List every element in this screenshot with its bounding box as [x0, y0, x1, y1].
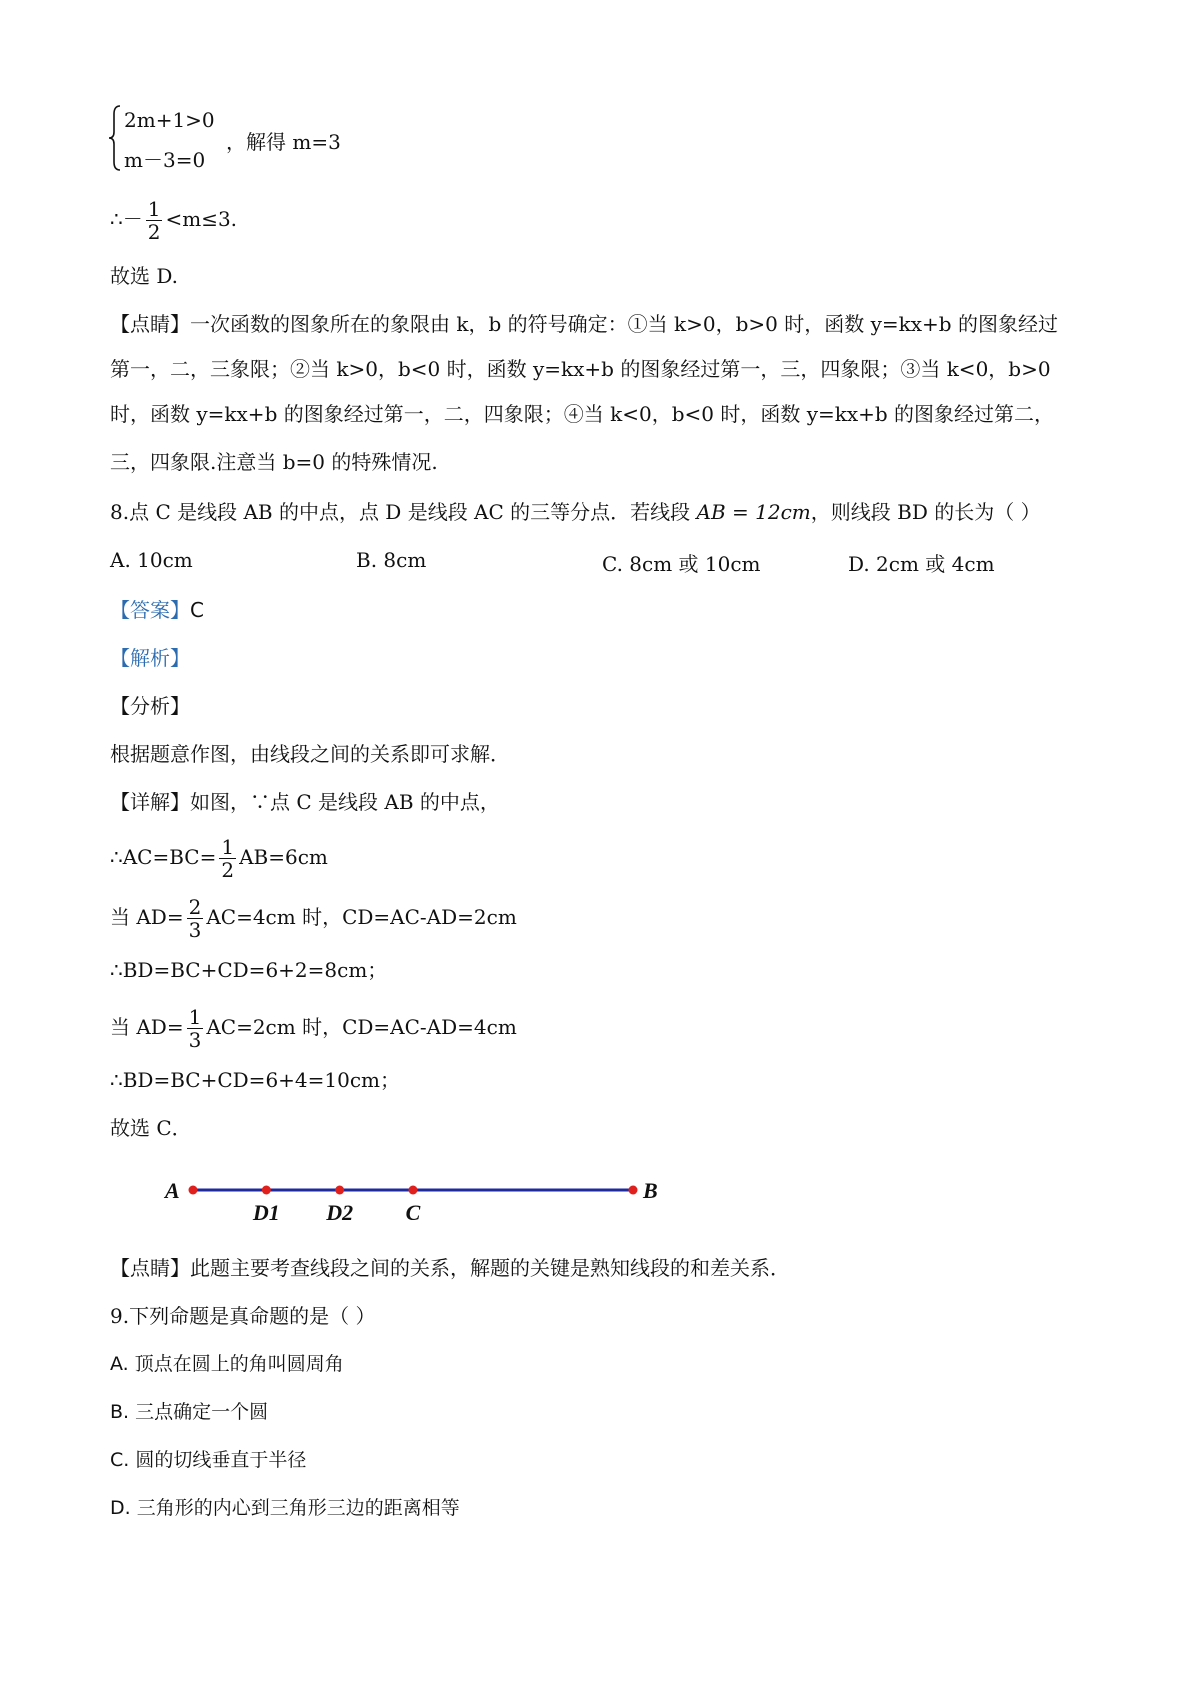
- q9-option-b: B. 三点确定一个圆: [110, 1401, 269, 1423]
- detail-line-1: 【详解】如图，∵点 C 是线段 AB 的中点，: [110, 790, 500, 814]
- label-c: C: [405, 1200, 421, 1220]
- fraction: $\frac{1}{2}$: [221, 835, 235, 882]
- dianjing-2: 【点睛】此题主要考查线段之间的关系，解题的关键是熟知线段的和差关系．: [110, 1256, 790, 1280]
- select-d: 故选 D.: [110, 264, 179, 288]
- range-line: ∴－ $\frac{1}{2}$ <m≤3.: [110, 197, 238, 244]
- q8-option-c: C. 8cm 或 10cm: [602, 552, 761, 576]
- point-b: [629, 1186, 638, 1195]
- question-9-stem: 9.下列命题是真命题的是（ ）: [110, 1304, 376, 1328]
- jiexi-heading: 【解析】: [110, 646, 190, 670]
- label-b: B: [643, 1178, 658, 1203]
- fenxi-heading: 【分析】: [110, 694, 190, 718]
- label-d1: D1: [252, 1200, 280, 1220]
- detail-line-6: ∴BD=BC+CD=6+4=10cm；: [110, 1068, 401, 1092]
- q9-option-a: A. 顶点在圆上的角叫圆周角: [110, 1353, 344, 1375]
- dianjing-line-2: 第一，二，三象限；②当 k>0，b<0 时，函数 y=kx+b 的图象经过第一，三，四象限；③当 k<0，b>0: [110, 357, 1051, 381]
- point-d2: [335, 1186, 344, 1195]
- stem-math: AB = 12cm: [696, 500, 811, 524]
- q8-option-a: A. 10cm: [110, 548, 193, 572]
- fraction: $\frac{2}{3}$: [188, 895, 202, 942]
- answer-value: C: [190, 598, 204, 622]
- question-8-stem: 8.点 C 是线段 AB 的中点，点 D 是线段 AC 的三等分点．若线段 AB = 12cm，则线段 BD 的长为（ ）: [110, 500, 1041, 524]
- dianjing-line-1: 【点睛】一次函数的图象所在的象限由 k，b 的符号确定：①当 k>0，b>0 时，函数 y=kx+b 的图象经过: [110, 312, 1058, 336]
- label-d2: D2: [326, 1200, 354, 1220]
- q9-option-d: D. 三角形的内心到三角形三边的距离相等: [110, 1497, 460, 1519]
- dianjing-line-4: 三，四象限.注意当 b=0 的特殊情况.: [110, 450, 438, 474]
- select-c: 故选 C．: [110, 1116, 192, 1140]
- equation-1: 2m+1>0: [124, 108, 215, 132]
- point-d1: [262, 1186, 271, 1195]
- q8-option-b: B. 8cm: [356, 548, 427, 572]
- point-c: [409, 1186, 418, 1195]
- q8-option-d: D. 2cm 或 4cm: [848, 552, 995, 576]
- fenxi-text: 根据题意作图，由线段之间的关系即可求解．: [110, 742, 510, 766]
- equation-solution: ，解得 m=3: [226, 130, 341, 154]
- dianjing-line-3: 时，函数 y=kx+b 的图象经过第一，二，四象限；④当 k<0，b<0 时，函数 y=kx+b 的图象经过第二，: [110, 402, 1055, 426]
- label-a: A: [165, 1178, 180, 1203]
- detail-line-5: 当 AD= $\frac{1}{3}$ AC=2cm 时，CD=AC-AD=4cm: [110, 1005, 517, 1052]
- detail-line-2: ∴AC=BC= $\frac{1}{2}$ AB=6cm: [110, 835, 328, 882]
- detail-line-3: 当 AD= $\frac{2}{3}$ AC=4cm 时，CD=AC-AD=2cm: [110, 895, 517, 942]
- answer-tag: 【答案】: [110, 598, 190, 622]
- left-brace-icon: [108, 104, 122, 172]
- segment-figure: [150, 1160, 670, 1220]
- q9-option-c: C. 圆的切线垂直于半径: [110, 1449, 307, 1471]
- fraction: $\frac{1}{2}$: [147, 197, 161, 244]
- equation-2: m－3=0: [124, 148, 206, 172]
- detail-line-4: ∴BD=BC+CD=6+2=8cm；: [110, 958, 388, 982]
- fraction: $\frac{1}{3}$: [188, 1005, 202, 1052]
- point-a: [189, 1186, 198, 1195]
- answer-line: [110, 596, 204, 624]
